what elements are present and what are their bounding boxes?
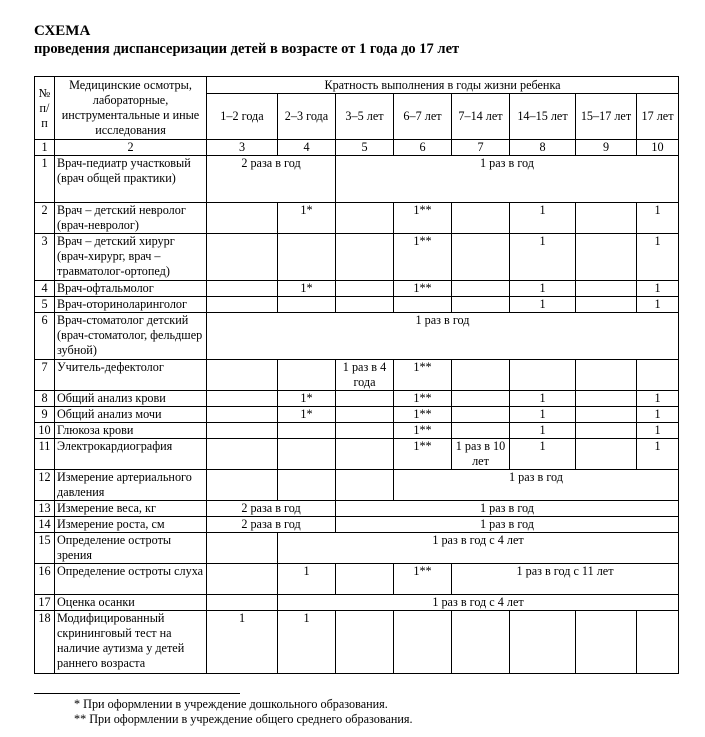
header-exam: Медицинские осмотры, лабораторные, инструментальные и иные исследования [55,77,207,140]
value-cell: 1** [394,360,452,391]
value-cell: 1 [637,203,679,234]
row-number: 7 [35,360,55,391]
row-number: 10 [35,423,55,439]
column-number: 4 [278,140,336,156]
row-number: 2 [35,203,55,234]
exam-name: Оценка осанки [55,595,207,611]
row-number: 17 [35,595,55,611]
table-row [35,234,679,281]
value-cell: 1* [278,281,336,297]
exam-name: Врач-стоматолог детский (врач-стоматолог, фельдшер зубной) [55,313,207,360]
frequency-cell: 1 раз в год [336,156,679,203]
column-number: 9 [576,140,637,156]
footnote-school: ** При оформлении в учреждение общего среднего образования. [74,712,413,726]
exam-name: Общий анализ крови [55,391,207,407]
row-number: 8 [35,391,55,407]
frequency-cell: 2 раза в год [207,501,336,517]
frequency-cell: 2 раза в год [207,156,336,203]
column-number: 6 [394,140,452,156]
row-number: 4 [35,281,55,297]
header-number: № п/п [35,77,55,140]
column-number: 5 [336,140,394,156]
value-cell: 1 [510,439,576,470]
document-title: СХЕМА [34,23,91,39]
value-cell: 1 [637,439,679,470]
exam-name: Модифицированный скрининговый тест на наличие аутизма у детей раннего возраста [55,611,207,674]
table-row [35,423,679,439]
column-number: 1 [35,140,55,156]
table-row [35,313,679,360]
value-cell: 1** [394,407,452,423]
frequency-cell: 1 раз в год [394,470,679,501]
exam-name: Врач-офтальмолог [55,281,207,297]
frequency-cell: 1 раз в год с 4 лет [278,533,679,564]
value-cell: 1 [278,564,336,595]
exam-name: Врач – детский невролог (врач-невролог) [55,203,207,234]
value-cell: 1 [510,391,576,407]
frequency-cell: 1 раз в год с 11 лет [452,564,679,595]
row-number: 3 [35,234,55,281]
header-age: 1–2 года [207,94,278,140]
table-row [35,470,679,501]
exam-name: Глюкоза крови [55,423,207,439]
exam-name: Определение остроты зрения [55,533,207,564]
table-row [35,407,679,423]
table-row [35,564,679,595]
exam-name: Учитель-дефектолог [55,360,207,391]
table-row [35,595,679,611]
table-row [35,297,679,313]
header-age: 17 лет [637,94,679,140]
exam-name: Измерение артериального давления [55,470,207,501]
table-row [35,156,679,203]
table-row [35,611,679,674]
header-age: 3–5 лет [336,94,394,140]
value-cell: 1** [394,281,452,297]
value-cell: 1** [394,564,452,595]
footnote-preschool: * При оформлении в учреждение дошкольного образования. [74,697,388,711]
header-frequency: Кратность выполнения в годы жизни ребенка [207,77,679,94]
table-row [35,533,679,564]
frequency-cell: 1 раз в год [336,517,679,533]
value-cell: 1 [278,611,336,674]
row-number: 9 [35,407,55,423]
row-number: 13 [35,501,55,517]
value-cell: 1 [637,407,679,423]
column-number: 2 [55,140,207,156]
value-cell: 1 [510,423,576,439]
value-cell: 1 [637,234,679,281]
table-row [35,501,679,517]
row-number: 14 [35,517,55,533]
footnote-divider [34,693,240,694]
header-age: 2–3 года [278,94,336,140]
table-row [35,281,679,297]
value-cell: 1 [510,297,576,313]
header-age: 6–7 лет [394,94,452,140]
value-cell: 1 [510,407,576,423]
frequency-cell: 1 раз в год [336,501,679,517]
value-cell: 1** [394,234,452,281]
value-cell: 1** [394,439,452,470]
value-cell: 1 [510,234,576,281]
exam-name: Измерение веса, кг [55,501,207,517]
column-number: 3 [207,140,278,156]
value-cell: 1 [637,423,679,439]
table-row [35,439,679,470]
value-cell: 1* [278,203,336,234]
table-row [35,391,679,407]
dispensary-schedule-table [34,76,679,674]
frequency-cell: 1 раз в год [207,313,679,360]
exam-name: Электрокардиография [55,439,207,470]
value-cell: 1** [394,423,452,439]
row-number: 6 [35,313,55,360]
document-subtitle: проведения диспансеризации детей в возрасте от 1 года до 17 лет [34,41,460,57]
exam-name: Общий анализ мочи [55,407,207,423]
value-cell: 1** [394,203,452,234]
row-number: 5 [35,297,55,313]
value-cell: 1* [278,391,336,407]
row-number: 16 [35,564,55,595]
column-number: 8 [510,140,576,156]
exam-name: Измерение роста, см [55,517,207,533]
value-cell: 1 [637,281,679,297]
header-age: 15–17 лет [576,94,637,140]
row-number: 15 [35,533,55,564]
row-number: 18 [35,611,55,674]
frequency-cell: 2 раза в год [207,517,336,533]
header-age: 14–15 лет [510,94,576,140]
exam-name: Врач-педиатр участковый (врач общей практики) [55,156,207,203]
table-row [35,203,679,234]
table-row [35,360,679,391]
value-cell: 1 [510,203,576,234]
value-cell: 1 [637,391,679,407]
value-cell: 1 [637,297,679,313]
value-cell: 1 раз в 4 года [336,360,394,391]
header-age: 7–14 лет [452,94,510,140]
value-cell: 1 [510,281,576,297]
column-number: 7 [452,140,510,156]
row-number: 12 [35,470,55,501]
row-number: 1 [35,156,55,203]
value-cell: 1 раз в 10 лет [452,439,510,470]
exam-name: Врач – детский хирург (врач-хирург, врач – травматолог-ортопед) [55,234,207,281]
table-row [35,517,679,533]
value-cell: 1* [278,407,336,423]
row-number: 11 [35,439,55,470]
column-number: 10 [637,140,679,156]
value-cell: 1** [394,391,452,407]
exam-name: Врач-оториноларинголог [55,297,207,313]
frequency-cell: 1 раз в год с 4 лет [278,595,679,611]
exam-name: Определение остроты слуха [55,564,207,595]
value-cell: 1 [207,611,278,674]
